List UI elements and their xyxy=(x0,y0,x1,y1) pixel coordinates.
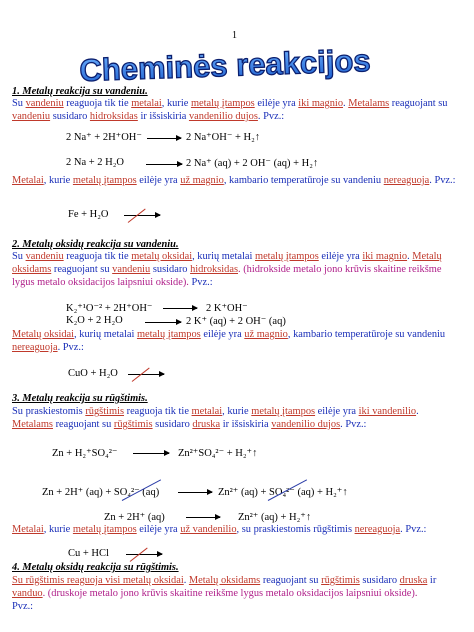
text-run: reaguoja tik tie xyxy=(124,406,192,417)
text-run: metalų įtampos xyxy=(254,251,319,262)
text-run: iki magnio xyxy=(298,98,344,109)
text-run: Metalams xyxy=(348,98,390,109)
text-run: eilėje yra xyxy=(315,406,359,417)
s2-equation-2-left: K₂O + 2 H₂O xyxy=(66,315,123,326)
text-run: vandeniu xyxy=(25,98,64,109)
text-run: metalų įtampos xyxy=(136,329,201,340)
text-run: vandeniu xyxy=(25,251,64,262)
text-run: už magnio xyxy=(180,175,224,186)
s2-arrow-3 xyxy=(128,374,164,375)
text-run: druska xyxy=(399,575,428,586)
text-run: druska xyxy=(192,419,221,430)
text-run: Pvz.: xyxy=(188,277,213,288)
text-run: reaguojant su xyxy=(260,575,322,586)
section-4-heading: 4. Metalų oksidų reakcija su rūgštimis. xyxy=(12,562,179,573)
text-run: . xyxy=(407,251,413,262)
text-run: . xyxy=(183,575,189,586)
s2-equation-1-left: K₂⁺¹O⁻² + 2H⁺OH⁻ xyxy=(66,303,153,314)
s1-arrow-3 xyxy=(124,215,160,216)
section-2-paragraph-2 xyxy=(12,328,462,354)
text-run: hidroksidas xyxy=(190,264,238,275)
text-run: ir xyxy=(427,575,437,586)
text-run: . Pvz.: xyxy=(57,342,84,353)
text-run: reaguojant su xyxy=(51,264,113,275)
text-run: vandeniu xyxy=(112,264,151,275)
text-run: rūgštimis xyxy=(321,575,360,586)
text-run: . Pvz.: xyxy=(257,111,285,122)
s2-arrow-2 xyxy=(145,322,181,323)
text-run: susidaro xyxy=(150,264,191,275)
text-run: iki vandenilio xyxy=(358,406,417,417)
text-run: vandenilio dujos xyxy=(271,419,341,430)
text-run: , kambario temperatūroje su vandeniu xyxy=(223,175,384,186)
s2-equation-2-right: 2 K⁺ (aq) + 2 OH⁻ (aq) xyxy=(186,316,286,327)
s3-equation-2-right: Zn²⁺ (aq) + SO₄²⁻ (aq) + H₂⁺↑ xyxy=(218,487,348,498)
s1-equation-3: Fe + H₂O xyxy=(68,209,109,220)
text-run: susidaro xyxy=(152,419,193,430)
text-run: reaguojant su xyxy=(52,419,114,430)
s3-equation-4: Cu + HCl xyxy=(68,548,109,559)
text-run: rūgštimis xyxy=(113,419,153,430)
text-run: rūgštimis xyxy=(85,406,125,417)
page-number: 1 xyxy=(232,30,237,41)
section-3-heading: 3. Metalų reakcija su rūgštimis. xyxy=(12,393,148,404)
section-1-heading: 1. Metalų reakcija su vandeniu. xyxy=(12,86,148,97)
s2-arrow-1 xyxy=(163,308,197,309)
text-run: eilėje yra xyxy=(200,329,245,340)
text-run: . Pvz.: xyxy=(340,419,367,430)
text-run: metalų įtampos xyxy=(72,175,137,186)
text-run: vanduo xyxy=(12,588,43,599)
text-run: Metalai xyxy=(12,524,44,535)
text-run: Su rūgštimis reaguoja visi metalų oksidai xyxy=(12,575,184,586)
section-2-paragraph-1 xyxy=(12,250,462,289)
section-3-paragraph-2 xyxy=(12,523,462,536)
text-run: nereaguoja xyxy=(354,524,401,535)
text-run: Metalams xyxy=(12,419,53,430)
text-run: Metalų oksidai xyxy=(12,329,75,340)
title-svg xyxy=(78,36,372,90)
s2-equation-1-right: 2 K⁺OH⁻ xyxy=(206,303,248,314)
s1-arrow-2 xyxy=(146,164,182,165)
text-run: , su praskiestomis rūgštimis xyxy=(236,524,355,535)
s3-equation-2-left: Zn + 2H⁺ (aq) + SO₄²⁻ (aq) xyxy=(42,487,160,498)
text-run: . (hidrokside metalo jono krūvis skaitine reikšme lygus metalo oksidacijos laipsniui okside). xyxy=(12,264,442,288)
section-1-paragraph-1 xyxy=(12,97,462,123)
text-run: Metalų oksidams xyxy=(188,575,261,586)
s3-arrow-4 xyxy=(126,554,162,555)
s1-equation-1-right: 2 Na⁺OH⁻ + H₂↑ xyxy=(186,132,261,143)
section-2-heading: 2. Metalų oksidų reakcija su vandeniu. xyxy=(12,239,179,250)
text-run: metalų įtampos xyxy=(251,406,316,417)
text-run: Su praskiestomis xyxy=(12,406,86,417)
text-run: susidaro xyxy=(359,575,400,586)
text-run: eilėje yra xyxy=(318,251,363,262)
text-run: eilėje yra xyxy=(136,175,181,186)
s3-arrow-3 xyxy=(186,517,220,518)
page-title: Cheminės reakcijos xyxy=(78,42,372,89)
text-run: metalų įtampos xyxy=(72,524,137,535)
text-run: susidaro xyxy=(50,111,90,122)
text-run: , kurie xyxy=(161,98,191,109)
text-run: vandeniu xyxy=(12,111,51,122)
s3-equation-3-left: Zn + 2H⁺ (aq) xyxy=(104,512,165,523)
s3-equation-1-right: Zn²⁺SO₄²⁻ + H₂⁺↑ xyxy=(178,448,258,459)
text-run: metalai xyxy=(131,98,162,109)
text-run: . (druskoje metalo jono krūvis skaitine reikšme lygus metalo oksidacijos laipsniui okside). xyxy=(42,588,418,599)
text-run: , kurie xyxy=(222,406,252,417)
text-run: , kurie xyxy=(43,175,73,186)
text-run: Su xyxy=(12,251,26,262)
s2-equation-3: CuO + H₂O xyxy=(68,368,118,379)
text-run: reaguojant su xyxy=(389,98,448,109)
text-run: reaguoja tik tie xyxy=(63,98,132,109)
section-1-paragraph-2 xyxy=(12,174,462,187)
title-wordart xyxy=(78,36,372,90)
s3-equation-1-left: Zn + H₂⁺SO₄²⁻ xyxy=(52,448,118,459)
section-4-paragraph-2: Pvz.: xyxy=(12,601,34,612)
text-run: vandenilio dujos xyxy=(188,111,258,122)
text-run: iki magnio xyxy=(362,251,408,262)
s1-equation-1-left: 2 Na⁺ + 2H⁺OH⁻ xyxy=(66,132,142,143)
s3-arrow-1 xyxy=(133,453,169,454)
text-run: eilėje yra xyxy=(136,524,181,535)
text-run: Su xyxy=(12,98,26,109)
text-run: metalai xyxy=(191,406,223,417)
text-run: nereaguoja xyxy=(12,342,58,353)
text-run: metalų įtampos xyxy=(190,98,255,109)
text-run: eilėje yra xyxy=(254,98,299,109)
s1-equation-2-left: 2 Na + 2 H₂O xyxy=(66,157,124,168)
text-run: ir išsiskiria xyxy=(220,419,272,430)
text-run: ir išsiskiria xyxy=(137,111,189,122)
text-run: reaguoja tik tie xyxy=(63,251,132,262)
text-run: metalų oksidai xyxy=(131,251,193,262)
section-3-paragraph-1 xyxy=(12,405,462,431)
text-run: . Pvz.: xyxy=(429,175,456,186)
text-run: , kurių metalai xyxy=(74,329,137,340)
text-run: už magnio xyxy=(244,329,288,340)
text-run: . xyxy=(416,406,419,417)
text-run: , kurie xyxy=(43,524,73,535)
s3-equation-3-right: Zn²⁺ (aq) + H₂⁺↑ xyxy=(238,512,312,523)
text-run: Metalų oksidams xyxy=(12,251,442,275)
text-run: , kurių metalai xyxy=(192,251,255,262)
s1-arrow-1 xyxy=(147,138,181,139)
text-run: . Pvz.: xyxy=(400,524,427,535)
s1-equation-2-right: 2 Na⁺ (aq) + 2 OH⁻ (aq) + H₂↑ xyxy=(186,158,319,169)
text-run: hidroksidas xyxy=(89,111,138,122)
text-run: už vandenilio xyxy=(180,524,237,535)
s3-arrow-2 xyxy=(178,492,212,493)
section-4-paragraph-1 xyxy=(12,574,462,600)
text-run: nereaguoja xyxy=(383,175,430,186)
text-run: , kambario temperatūroje su vandeniu xyxy=(287,329,446,340)
text-run: Metalai xyxy=(12,175,44,186)
text-run: . xyxy=(343,98,349,109)
